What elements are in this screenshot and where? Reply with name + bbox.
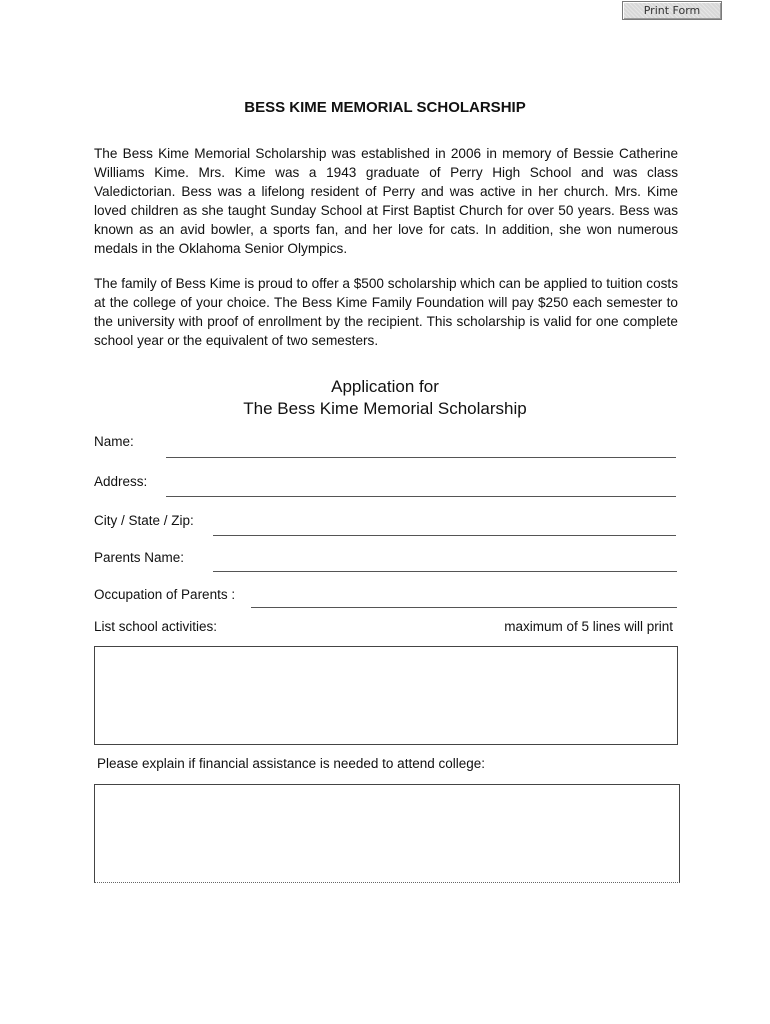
- occupation-of-parents-label: Occupation of Parents :: [94, 587, 236, 602]
- name-label: Name:: [94, 434, 134, 449]
- occupation-of-parents-field[interactable]: [251, 589, 681, 609]
- application-heading-line2: The Bess Kime Memorial Scholarship: [243, 399, 527, 418]
- page-title: BESS KIME MEMORIAL SCHOLARSHIP: [244, 99, 526, 116]
- occupation-of-parents-underline: [251, 607, 677, 608]
- scholarship-details-paragraph: The family of Bess Kime is proud to offer a $500 scholarship which can be applied to tuition costs at the college of your choice. The Bess Kime Family Foundation will pay $250 each semester to the university with proof of enrollment by the recipient. This scholarship is valid for one complete school year or the equivalent of two semesters.: [94, 276, 678, 348]
- intro-paragraph: The Bess Kime Memorial Scholarship was established in 2006 in memory of Bessie Catherine Williams Kime. Mrs. Kime was a 1943 graduate of Perry High School and was class Valedictorian. Bess was a lifelong resident of Perry and was active in her church. Mrs. Kime loved children as she taught Sunday School at First Baptist Church for over 50 years. Bess was known as an avid bowler, a sports fan, and her love for cats. In addition, she won numerous medals in the Oklahoma Senior Olympics.: [94, 146, 678, 256]
- address-label: Address:: [94, 474, 148, 489]
- city-state-zip-label: City / State / Zip:: [94, 513, 194, 528]
- name-underline: [166, 457, 676, 458]
- max-lines-note: maximum of 5 lines will print: [504, 619, 673, 634]
- parents-name-field[interactable]: [213, 553, 681, 573]
- school-activities-textarea[interactable]: [94, 646, 678, 745]
- parents-name-underline: [213, 571, 677, 572]
- address-field[interactable]: [166, 478, 680, 498]
- city-state-zip-field[interactable]: [213, 517, 680, 537]
- application-heading-line1: Application for: [331, 377, 439, 396]
- print-form-button[interactable]: Print Form: [622, 1, 722, 20]
- financial-assistance-textarea[interactable]: [94, 784, 680, 883]
- address-underline: [166, 496, 676, 497]
- financial-assistance-label: Please explain if financial assistance is needed to attend college:: [97, 756, 485, 771]
- name-field[interactable]: [166, 439, 680, 459]
- city-state-zip-underline: [213, 535, 676, 536]
- school-activities-label: List school activities:: [94, 619, 218, 634]
- parents-name-label: Parents Name:: [94, 550, 185, 565]
